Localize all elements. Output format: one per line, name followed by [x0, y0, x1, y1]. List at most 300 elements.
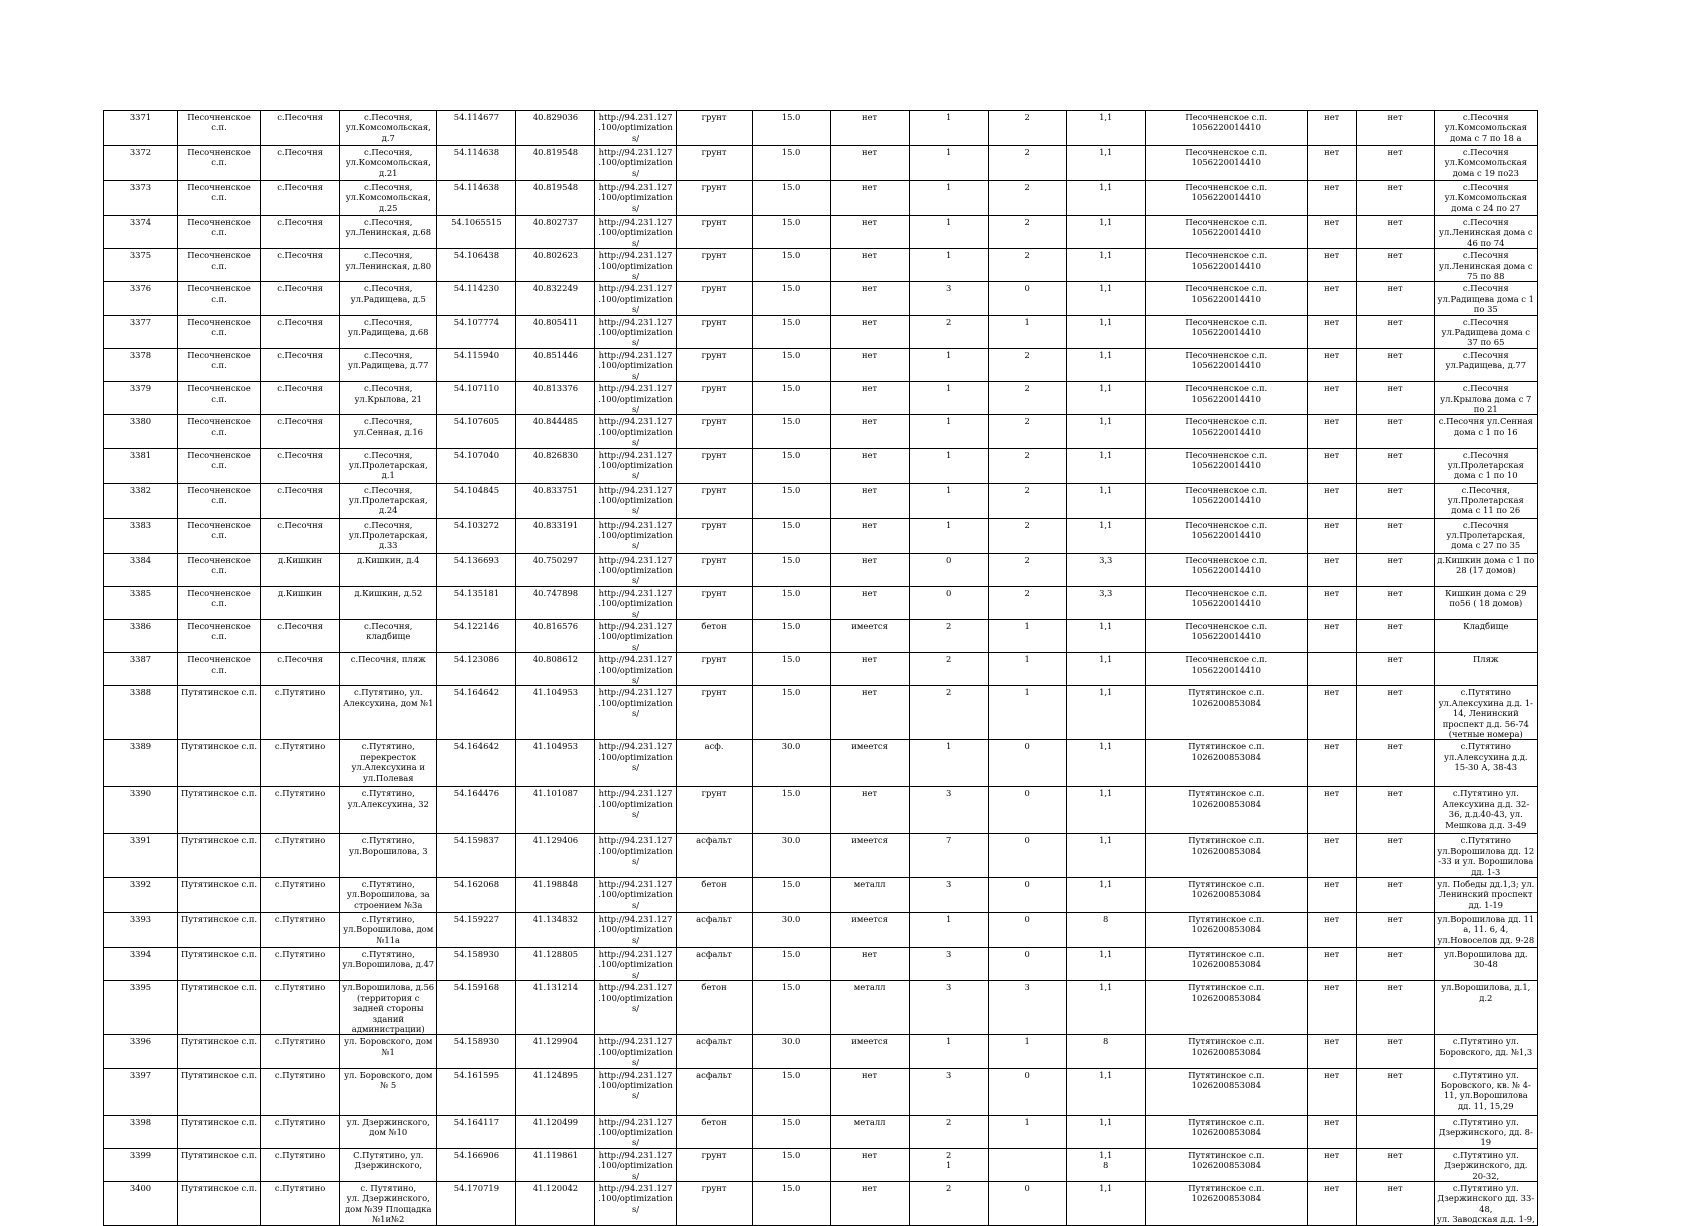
cell-surface-type: грунт — [676, 382, 752, 415]
cell-disposal-a: нет — [1307, 483, 1356, 518]
cell-latitude: 54.114638 — [437, 146, 516, 181]
cell-latitude: 54.164117 — [437, 1115, 516, 1148]
cell-area: 15.0 — [752, 348, 830, 381]
cell-row-number: 3373 — [104, 181, 178, 216]
cell-container-count-a: 1 — [909, 181, 988, 216]
cell-container-count-a: 3 — [909, 948, 988, 981]
cell-site-address: с.Путятино, перекресток ул.Алексухина и ул.Полевая — [340, 740, 437, 787]
cell-latitude: 54.159227 — [437, 913, 516, 948]
cell-owner: Песочненское с.п. 1056220014410 — [1145, 415, 1307, 448]
cell-map-link[interactable]: http://94.231.127.100/optimizations/ — [595, 1035, 676, 1068]
cell-settlement: Путятинское с.п. — [177, 1148, 260, 1181]
cell-locality: д.Кишкин — [261, 553, 340, 586]
cell-locality: с.Песочня — [261, 282, 340, 315]
table-row — [104, 146, 1538, 181]
cell-map-link[interactable]: http://94.231.127.100/optimizations/ — [595, 878, 676, 913]
cell-map-link[interactable]: http://94.231.127.100/optimizations/ — [595, 913, 676, 948]
cell-row-number: 3379 — [104, 382, 178, 415]
cell-fence: имеется — [830, 1035, 909, 1068]
cell-container-volume: 1,1 — [1066, 1068, 1145, 1115]
cell-map-link[interactable]: http://94.231.127.100/optimizations/ — [595, 948, 676, 981]
cell-container-volume: 1,1 — [1066, 948, 1145, 981]
cell-container-count-b: 0 — [988, 282, 1066, 315]
cell-served-objects: с.Путятино ул. Боровского, дд. №1,3 — [1434, 1035, 1537, 1068]
cell-longitude: 40.833191 — [516, 518, 595, 553]
cell-latitude: 54.1065515 — [437, 216, 516, 249]
cell-area: 15.0 — [752, 382, 830, 415]
cell-site-address: ул.Ворошилова, д.56 (территория с задней стороны зданий администрации) — [340, 981, 437, 1035]
cell-disposal-b: нет — [1356, 518, 1434, 553]
cell-locality: с.Песочня — [261, 518, 340, 553]
cell-row-number: 3371 — [104, 111, 178, 146]
cell-fence: имеется — [830, 619, 909, 652]
cell-disposal-b: нет — [1356, 913, 1434, 948]
table-row — [104, 740, 1538, 787]
cell-locality: д.Кишкин — [261, 586, 340, 619]
cell-container-count-b: 0 — [988, 878, 1066, 913]
cell-area: 15.0 — [752, 1068, 830, 1115]
cell-container-count-b: 1 — [988, 315, 1066, 348]
cell-container-count-a: 2 — [909, 1115, 988, 1148]
cell-container-count-a: 0 — [909, 553, 988, 586]
cell-disposal-b: нет — [1356, 249, 1434, 282]
cell-latitude: 54.114677 — [437, 111, 516, 146]
cell-disposal-b: нет — [1356, 653, 1434, 686]
table-row — [104, 913, 1538, 948]
cell-surface-type: грунт — [676, 146, 752, 181]
cell-latitude: 54.103272 — [437, 518, 516, 553]
cell-area: 15.0 — [752, 315, 830, 348]
cell-container-count-b: 2 — [988, 249, 1066, 282]
cell-served-objects: Пляж — [1434, 653, 1537, 686]
cell-container-count-b: 2 — [988, 518, 1066, 553]
cell-owner: Путятинское с.п. 1026200853084 — [1145, 1181, 1307, 1225]
cell-latitude: 54.161595 — [437, 1068, 516, 1115]
cell-surface-type: грунт — [676, 282, 752, 315]
cell-fence: нет — [830, 1068, 909, 1115]
table-row — [104, 1068, 1538, 1115]
cell-site-address: с. Путятино, ул. Дзержинского, дом №39 Площадка №1и№2 — [340, 1181, 437, 1225]
cell-surface-type: асфальт — [676, 1035, 752, 1068]
cell-container-count-b: 0 — [988, 1181, 1066, 1225]
cell-disposal-a: нет — [1307, 1181, 1356, 1225]
cell-container-count-a: 1 — [909, 249, 988, 282]
cell-container-count-b: 2 — [988, 146, 1066, 181]
cell-row-number: 3396 — [104, 1035, 178, 1068]
table-row — [104, 1148, 1538, 1181]
cell-disposal-b: нет — [1356, 878, 1434, 913]
cell-container-volume: 1,1 — [1066, 1115, 1145, 1148]
cell-disposal-b: нет — [1356, 181, 1434, 216]
cell-disposal-b: нет — [1356, 1148, 1434, 1181]
cell-map-link[interactable]: http://94.231.127.100/optimizations/ — [595, 619, 676, 652]
cell-owner: Песочненское с.п. 1056220014410 — [1145, 146, 1307, 181]
cell-container-count-b — [988, 1148, 1066, 1181]
table-row — [104, 553, 1538, 586]
cell-settlement: Песочненское с.п. — [177, 146, 260, 181]
cell-settlement: Песочненское с.п. — [177, 448, 260, 483]
cell-settlement: Песочненское с.п. — [177, 586, 260, 619]
cell-container-count-a: 1 — [909, 146, 988, 181]
cell-latitude: 54.170719 — [437, 1181, 516, 1225]
cell-served-objects: Кладбище — [1434, 619, 1537, 652]
cell-site-address: с.Песочня, ул.Сенная, д.16 — [340, 415, 437, 448]
cell-longitude: 40.819548 — [516, 181, 595, 216]
cell-area: 15.0 — [752, 686, 830, 740]
cell-served-objects: ул. Победы дд.1,3; ул. Ленинский проспект дд. 1-19 — [1434, 878, 1537, 913]
cell-row-number: 3386 — [104, 619, 178, 652]
cell-container-volume: 1,1 — [1066, 415, 1145, 448]
cell-fence: нет — [830, 653, 909, 686]
table-row — [104, 216, 1538, 249]
cell-surface-type: грунт — [676, 315, 752, 348]
cell-map-link[interactable]: http://94.231.127.100/optimizations/ — [595, 111, 676, 146]
cell-owner: Путятинское с.п. 1026200853084 — [1145, 878, 1307, 913]
cell-container-count-b: 1 — [988, 1035, 1066, 1068]
cell-settlement: Песочненское с.п. — [177, 111, 260, 146]
cell-disposal-b: нет — [1356, 448, 1434, 483]
cell-served-objects: с.Путятино ул.Ворошилова дд. 12 -33 и ул. Ворошилова дд. 1-3 — [1434, 834, 1537, 878]
cell-longitude: 40.844485 — [516, 415, 595, 448]
cell-row-number: 3394 — [104, 948, 178, 981]
cell-container-volume: 8 — [1066, 913, 1145, 948]
cell-locality: с.Песочня — [261, 483, 340, 518]
cell-container-volume: 1,1 — [1066, 315, 1145, 348]
cell-area: 15.0 — [752, 483, 830, 518]
cell-settlement: Песочненское с.п. — [177, 518, 260, 553]
cell-owner: Песочненское с.п. 1056220014410 — [1145, 382, 1307, 415]
cell-fence: имеется — [830, 913, 909, 948]
cell-fence: нет — [830, 586, 909, 619]
cell-fence: нет — [830, 216, 909, 249]
cell-site-address: с.Путятино, ул.Ворошилова, д.47 — [340, 948, 437, 981]
cell-surface-type: асфальт — [676, 834, 752, 878]
cell-map-link[interactable]: http://94.231.127.100/optimizations/ — [595, 146, 676, 181]
cell-container-count-b: 2 — [988, 111, 1066, 146]
cell-fence: нет — [830, 787, 909, 834]
cell-surface-type: грунт — [676, 787, 752, 834]
cell-row-number: 3385 — [104, 586, 178, 619]
cell-disposal-a: нет — [1307, 913, 1356, 948]
cell-disposal-a: нет — [1307, 553, 1356, 586]
cell-row-number: 3389 — [104, 740, 178, 787]
cell-container-count-b: 2 — [988, 553, 1066, 586]
cell-fence: нет — [830, 146, 909, 181]
cell-latitude: 54.107774 — [437, 315, 516, 348]
cell-map-link[interactable]: http://94.231.127.100/optimizations/ — [595, 315, 676, 348]
cell-latitude: 54.162068 — [437, 878, 516, 913]
cell-site-address: с.Песочня, кладбище — [340, 619, 437, 652]
cell-disposal-a: нет — [1307, 315, 1356, 348]
cell-disposal-b: нет — [1356, 948, 1434, 981]
cell-disposal-b: нет — [1356, 146, 1434, 181]
cell-owner: Песочненское с.п. 1056220014410 — [1145, 181, 1307, 216]
cell-longitude: 41.124895 — [516, 1068, 595, 1115]
cell-row-number: 3387 — [104, 653, 178, 686]
cell-map-link[interactable]: http://94.231.127.100/optimizations/ — [595, 1068, 676, 1115]
table-row — [104, 315, 1538, 348]
cell-row-number: 3400 — [104, 1181, 178, 1225]
cell-latitude: 54.164476 — [437, 787, 516, 834]
cell-surface-type: грунт — [676, 1181, 752, 1225]
cell-longitude: 40.747898 — [516, 586, 595, 619]
cell-surface-type: грунт — [676, 1148, 752, 1181]
cell-disposal-a: нет — [1307, 146, 1356, 181]
cell-container-volume: 1,1 — [1066, 878, 1145, 913]
cell-container-volume: 8 — [1066, 1035, 1145, 1068]
table-row — [104, 686, 1538, 740]
cell-container-count-a: 3 — [909, 282, 988, 315]
cell-locality: с.Песочня — [261, 653, 340, 686]
cell-disposal-a: нет — [1307, 619, 1356, 652]
cell-surface-type: грунт — [676, 518, 752, 553]
cell-fence: нет — [830, 181, 909, 216]
cell-disposal-b: нет — [1356, 282, 1434, 315]
cell-site-address: ул. Дзержинского, дом №10 — [340, 1115, 437, 1148]
cell-map-link[interactable]: http://94.231.127.100/optimizations/ — [595, 787, 676, 834]
cell-disposal-b: нет — [1356, 382, 1434, 415]
cell-area: 15.0 — [752, 1148, 830, 1181]
cell-latitude: 54.158930 — [437, 948, 516, 981]
cell-map-link[interactable]: http://94.231.127.100/optimizations/ — [595, 686, 676, 740]
cell-locality: с.Песочня — [261, 382, 340, 415]
cell-container-count-b: 0 — [988, 787, 1066, 834]
cell-disposal-a: нет — [1307, 216, 1356, 249]
cell-container-volume: 1,1 — [1066, 653, 1145, 686]
cell-settlement: Путятинское с.п. — [177, 740, 260, 787]
cell-container-count-a: 0 — [909, 586, 988, 619]
cell-latitude: 54.158930 — [437, 1035, 516, 1068]
cell-container-count-a: 3 — [909, 787, 988, 834]
cell-disposal-a: нет — [1307, 1035, 1356, 1068]
cell-fence: нет — [830, 348, 909, 381]
cell-fence: нет — [830, 518, 909, 553]
cell-locality: с.Путятино — [261, 1115, 340, 1148]
cell-site-address: с.Песочня, ул.Пролетарская, д.33 — [340, 518, 437, 553]
cell-disposal-a: нет — [1307, 948, 1356, 981]
cell-map-link[interactable]: http://94.231.127.100/optimizations/ — [595, 216, 676, 249]
cell-latitude: 54.107605 — [437, 415, 516, 448]
table-row — [104, 948, 1538, 981]
cell-container-count-b: 2 — [988, 216, 1066, 249]
cell-area: 15.0 — [752, 586, 830, 619]
cell-container-count-b: 1 — [988, 653, 1066, 686]
cell-area: 15.0 — [752, 653, 830, 686]
cell-settlement: Путятинское с.п. — [177, 834, 260, 878]
cell-container-volume: 3,3 — [1066, 586, 1145, 619]
cell-container-volume: 1,1 — [1066, 216, 1145, 249]
cell-map-link[interactable]: http://94.231.127.100/optimizations/ — [595, 181, 676, 216]
cell-surface-type: асфальт — [676, 913, 752, 948]
cell-locality: с.Путятино — [261, 1035, 340, 1068]
cell-owner: Путятинское с.п. 1026200853084 — [1145, 948, 1307, 981]
cell-fence: нет — [830, 448, 909, 483]
cell-disposal-b: нет — [1356, 216, 1434, 249]
cell-fence: нет — [830, 111, 909, 146]
cell-disposal-b: нет — [1356, 483, 1434, 518]
cell-locality: с.Песочня — [261, 181, 340, 216]
cell-locality: с.Путятино — [261, 878, 340, 913]
cell-latitude: 54.115940 — [437, 348, 516, 381]
cell-map-link[interactable]: http://94.231.127.100/optimizations/ — [595, 1181, 676, 1225]
cell-map-link[interactable]: http://94.231.127.100/optimizations/ — [595, 586, 676, 619]
cell-map-link[interactable]: http://94.231.127.100/optimizations/ — [595, 483, 676, 518]
cell-disposal-a: нет — [1307, 382, 1356, 415]
cell-container-count-a: 1 — [909, 348, 988, 381]
cell-served-objects: с.Путятино ул.Алексухина д.д. 1-14, Ленинский проспект д.д. 56-74 (четные номера) — [1434, 686, 1537, 740]
table-row — [104, 1115, 1538, 1148]
cell-disposal-b: нет — [1356, 981, 1434, 1035]
cell-area: 15.0 — [752, 553, 830, 586]
cell-latitude: 54.114638 — [437, 181, 516, 216]
table-row — [104, 483, 1538, 518]
cell-area: 30.0 — [752, 740, 830, 787]
cell-latitude: 54.114230 — [437, 282, 516, 315]
cell-site-address: с.Путятино, ул.Ворошилова, дом №11а — [340, 913, 437, 948]
cell-disposal-b: нет — [1356, 1181, 1434, 1225]
cell-locality: с.Путятино — [261, 1068, 340, 1115]
cell-container-volume: 1,1 — [1066, 146, 1145, 181]
cell-map-link[interactable]: http://94.231.127.100/optimizations/ — [595, 448, 676, 483]
cell-row-number: 3390 — [104, 787, 178, 834]
cell-container-count-a: 1 — [909, 483, 988, 518]
cell-container-count-b: 2 — [988, 348, 1066, 381]
cell-locality: с.Песочня — [261, 619, 340, 652]
table-row — [104, 619, 1538, 652]
cell-owner: Путятинское с.п. 1026200853084 — [1145, 1035, 1307, 1068]
cell-map-link[interactable]: http://94.231.127.100/optimizations/ — [595, 981, 676, 1035]
cell-settlement: Песочненское с.п. — [177, 382, 260, 415]
cell-disposal-b: нет — [1356, 686, 1434, 740]
cell-container-count-a: 1 — [909, 216, 988, 249]
cell-served-objects: с.Песочня, ул.Пролетарская дома с 11 по 26 — [1434, 483, 1537, 518]
cell-container-count-a: 3 — [909, 981, 988, 1035]
cell-container-count-a: 2 — [909, 686, 988, 740]
table-body — [104, 111, 1538, 1226]
cell-area: 15.0 — [752, 415, 830, 448]
cell-settlement: Путятинское с.п. — [177, 878, 260, 913]
cell-map-link[interactable]: http://94.231.127.100/optimizations/ — [595, 1148, 676, 1181]
cell-settlement: Путятинское с.п. — [177, 787, 260, 834]
cell-disposal-b: нет — [1356, 740, 1434, 787]
cell-site-address: д.Кишкин, д.52 — [340, 586, 437, 619]
cell-site-address: с.Песочня, пляж — [340, 653, 437, 686]
cell-row-number: 3377 — [104, 315, 178, 348]
cell-settlement: Песочненское с.п. — [177, 619, 260, 652]
cell-map-link[interactable]: http://94.231.127.100/optimizations/ — [595, 518, 676, 553]
cell-row-number: 3384 — [104, 553, 178, 586]
cell-map-link[interactable]: http://94.231.127.100/optimizations/ — [595, 653, 676, 686]
container-sites-table — [103, 110, 1538, 1226]
cell-surface-type: грунт — [676, 483, 752, 518]
cell-map-link[interactable]: http://94.231.127.100/optimizations/ — [595, 553, 676, 586]
cell-container-count-b: 0 — [988, 834, 1066, 878]
cell-fence: имеется — [830, 740, 909, 787]
cell-map-link[interactable]: http://94.231.127.100/optimizations/ — [595, 1115, 676, 1148]
cell-latitude: 54.164642 — [437, 740, 516, 787]
cell-disposal-a: нет — [1307, 834, 1356, 878]
cell-latitude: 54.166906 — [437, 1148, 516, 1181]
table-row — [104, 586, 1538, 619]
cell-latitude: 54.107040 — [437, 448, 516, 483]
cell-site-address: с.Путятино, ул.Алексухина, 32 — [340, 787, 437, 834]
cell-disposal-a: нет — [1307, 249, 1356, 282]
cell-map-link[interactable]: http://94.231.127.100/optimizations/ — [595, 348, 676, 381]
cell-area: 30.0 — [752, 834, 830, 878]
cell-container-volume: 1,1 — [1066, 111, 1145, 146]
table-row — [104, 382, 1538, 415]
cell-area: 15.0 — [752, 1115, 830, 1148]
cell-container-volume: 1,1 — [1066, 981, 1145, 1035]
cell-container-volume: 1,1 — [1066, 483, 1145, 518]
cell-site-address: с.Песочня, ул.Ленинская, д.80 — [340, 249, 437, 282]
cell-disposal-b: нет — [1356, 1035, 1434, 1068]
cell-settlement: Путятинское с.п. — [177, 1068, 260, 1115]
cell-served-objects: с.Песочня ул.Пролетарская дома с 1 по 10 — [1434, 448, 1537, 483]
cell-served-objects: с.Путятино ул. Дзержинского, дд. 20-32, — [1434, 1148, 1537, 1181]
cell-row-number: 3383 — [104, 518, 178, 553]
cell-disposal-b: нет — [1356, 348, 1434, 381]
cell-container-count-b: 2 — [988, 181, 1066, 216]
cell-latitude: 54.123086 — [437, 653, 516, 686]
cell-locality: с.Путятино — [261, 787, 340, 834]
cell-owner: Путятинское с.п. 1026200853084 — [1145, 740, 1307, 787]
cell-row-number: 3376 — [104, 282, 178, 315]
cell-container-volume: 1,1 — [1066, 348, 1145, 381]
cell-site-address: ул. Боровского, дом № 5 — [340, 1068, 437, 1115]
cell-area: 15.0 — [752, 448, 830, 483]
cell-served-objects: с.Путятино ул.Алексухина д.д. 15-30 А, 38-43 — [1434, 740, 1537, 787]
cell-area: 15.0 — [752, 181, 830, 216]
cell-container-count-b: 2 — [988, 415, 1066, 448]
cell-surface-type: грунт — [676, 415, 752, 448]
cell-fence: металл — [830, 1115, 909, 1148]
cell-map-link[interactable]: http://94.231.127.100/optimizations/ — [595, 249, 676, 282]
cell-map-link[interactable]: http://94.231.127.100/optimizations/ — [595, 382, 676, 415]
cell-container-volume: 1,1 8 — [1066, 1148, 1145, 1181]
table-row — [104, 518, 1538, 553]
cell-surface-type: грунт — [676, 111, 752, 146]
cell-latitude: 54.122146 — [437, 619, 516, 652]
cell-area: 15.0 — [752, 619, 830, 652]
cell-container-count-a: 1 — [909, 111, 988, 146]
cell-container-volume: 1,1 — [1066, 787, 1145, 834]
cell-container-volume: 1,1 — [1066, 619, 1145, 652]
cell-disposal-a: нет — [1307, 686, 1356, 740]
cell-disposal-a: нет — [1307, 740, 1356, 787]
cell-owner: Песочненское с.п. 1056220014410 — [1145, 553, 1307, 586]
cell-longitude: 41.119861 — [516, 1148, 595, 1181]
cell-disposal-b: нет — [1356, 834, 1434, 878]
cell-map-link[interactable]: http://94.231.127.100/optimizations/ — [595, 834, 676, 878]
cell-map-link[interactable]: http://94.231.127.100/optimizations/ — [595, 282, 676, 315]
cell-longitude: 41.129904 — [516, 1035, 595, 1068]
cell-map-link[interactable]: http://94.231.127.100/optimizations/ — [595, 415, 676, 448]
cell-served-objects: с.Путятино ул. Боровского, кв. № 4-11, ул.Ворошилова дд. 11, 15,29 — [1434, 1068, 1537, 1115]
cell-map-link[interactable]: http://94.231.127.100/optimizations/ — [595, 740, 676, 787]
cell-disposal-a: нет — [1307, 415, 1356, 448]
cell-served-objects: с.Песочня ул.Ленинская дома с 46 по 74 — [1434, 216, 1537, 249]
cell-owner: Песочненское с.п. 1056220014410 — [1145, 518, 1307, 553]
table-row — [104, 448, 1538, 483]
cell-disposal-b — [1356, 1115, 1434, 1148]
cell-disposal-a: нет — [1307, 111, 1356, 146]
cell-latitude: 54.159837 — [437, 834, 516, 878]
cell-settlement: Песочненское с.п. — [177, 315, 260, 348]
cell-container-count-b: 2 — [988, 586, 1066, 619]
cell-row-number: 3395 — [104, 981, 178, 1035]
cell-locality: с.Путятино — [261, 981, 340, 1035]
